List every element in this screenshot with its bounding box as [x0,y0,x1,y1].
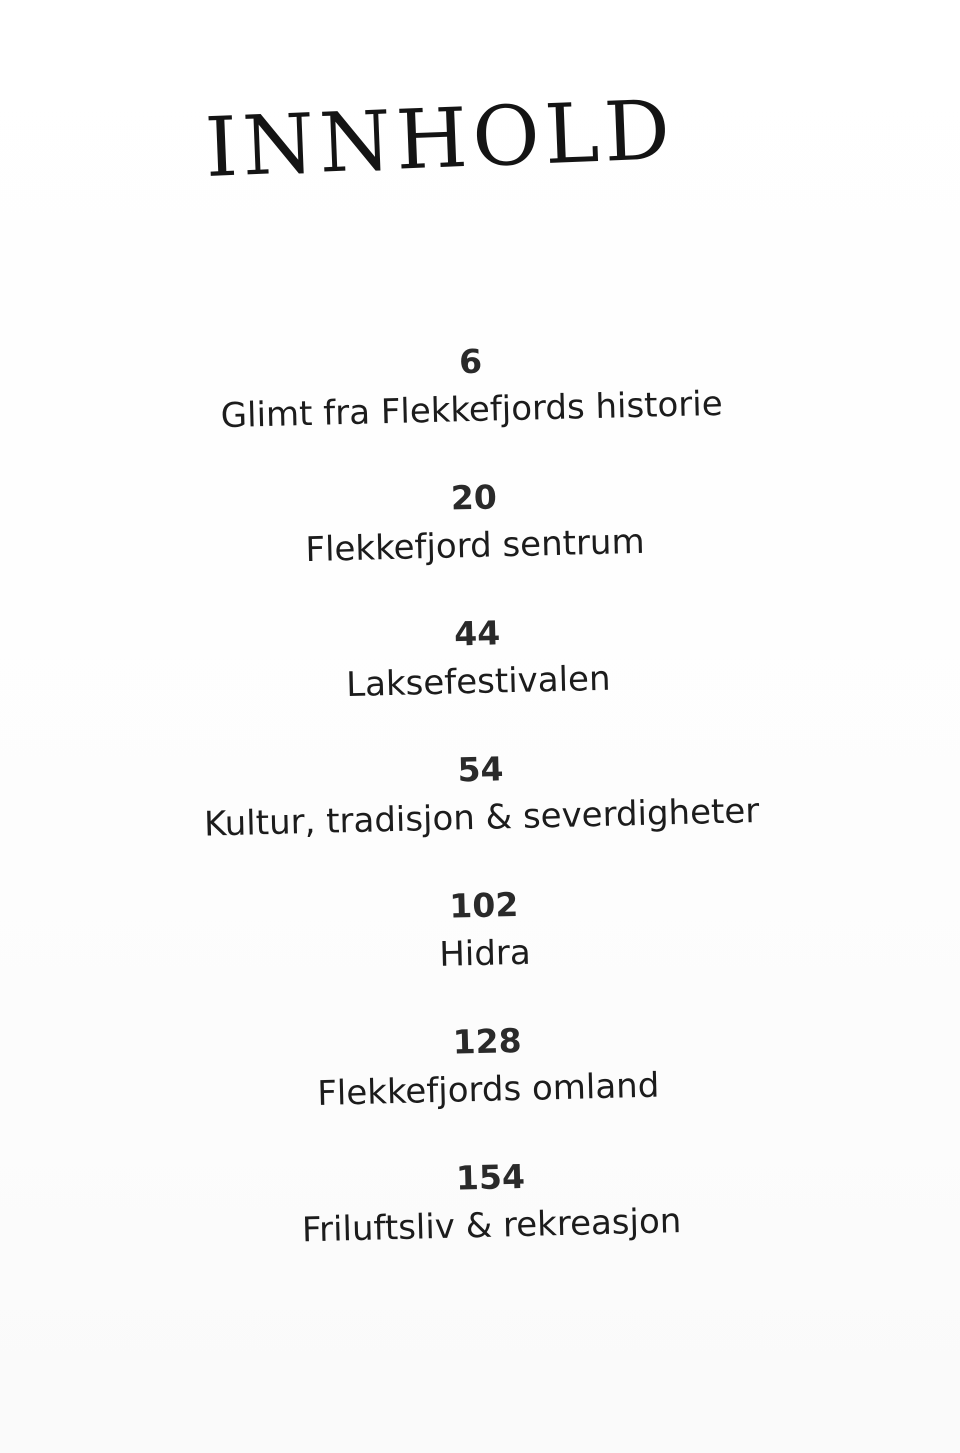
toc-page-number: 154 [455,1156,526,1198]
toc-page-number: 54 [457,749,504,790]
toc-entry [153,468,796,620]
toc-page-number: 20 [450,477,498,518]
toc-chapter-title: Laksefestivalen [345,658,611,706]
toc-chapter-title: Kultur, tradisjon & severdigheter [203,791,760,845]
toc-entry [167,1012,810,1164]
toc-entry [157,604,800,756]
toc-entry [160,740,803,892]
table-of-contents [150,332,813,1299]
toc-entry [150,332,793,484]
toc-entry [163,876,806,1028]
toc-entry [170,1148,813,1300]
toc-page-number: 6 [458,341,483,382]
toc-chapter-title: Flekkefjord sentrum [305,521,646,571]
toc-chapter-title: Glimt fra Flekkefjords historie [220,383,724,437]
toc-page-number: 102 [448,884,519,926]
toc-page-number: 128 [452,1020,523,1062]
toc-page-number: 44 [453,613,501,654]
toc-chapter-title: Hidra [438,932,532,975]
page-title: INNHOLD [203,83,677,196]
toc-chapter-title: Friluftsliv & rekreasjon [301,1201,682,1251]
toc-chapter-title: Flekkefjords omland [316,1065,660,1114]
